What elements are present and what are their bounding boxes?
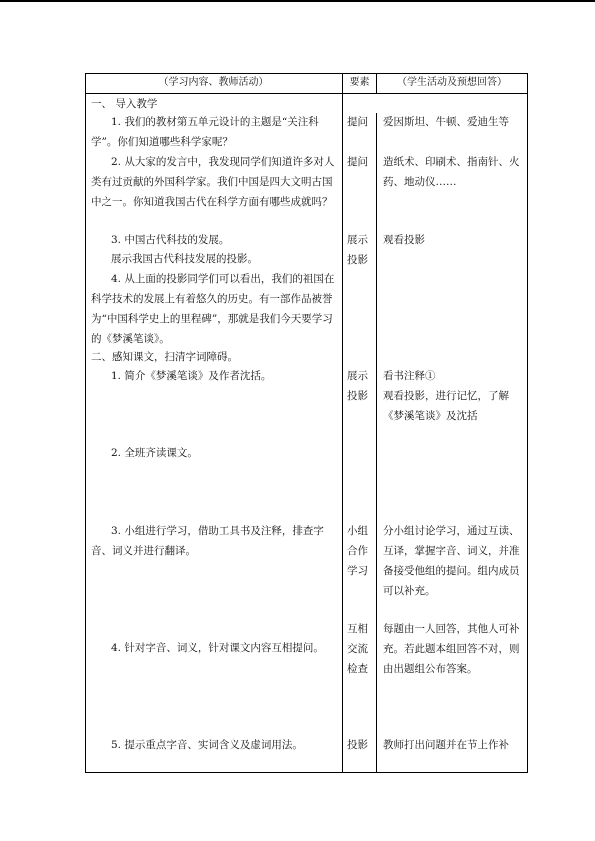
row-3-element: 展示投影 [347, 234, 368, 266]
column-divider-1 [342, 73, 343, 773]
header-col-element: 要素 [349, 77, 370, 88]
row-3-text-a: 3. 中国古代科技的发展。 [111, 234, 230, 246]
lesson-plan-table [85, 73, 528, 773]
row-5-student-a: 看书注释① [383, 370, 436, 382]
row-2-element: 提问 [347, 156, 368, 168]
row-9-student: 教师打出问题并在节上作补 [383, 739, 509, 751]
row-5-element: 展示投影 [347, 370, 368, 402]
row-7-text: 3. 小组进行学习，借助工具书及注释，排查字音、词义并进行翻译。 [91, 525, 324, 557]
row-1-text: 1. 我们的教材第五单元设计的主题是“关注科学”。你们知道哪些科学家呢？ [91, 116, 319, 148]
row-2-student: 造纸术、印刷术、指南针、火药、地动仪…… [383, 156, 520, 188]
column-divider-2 [376, 113, 377, 773]
left-border [85, 73, 86, 773]
header-col-student: （学生活动及预想回答） [397, 77, 507, 88]
row-1-element: 提问 [347, 116, 368, 128]
row-3-student: 观看投影 [383, 234, 425, 246]
row-1-student: 爱因斯坦、牛顿、爱迪生等 [383, 116, 509, 128]
section-1-heading: 一、 导入教学 [91, 98, 158, 110]
right-border [527, 73, 528, 773]
row-7-element: 小组合作学习 [347, 525, 368, 577]
section-2-heading: 二、感知课文，扫清字词障碍。 [91, 351, 238, 363]
row-2-text: 2. 从大家的发言中，我发现同学们知道许多对人类有过贡献的外国科学家。我们中国是四大文明古国中之一。你知道我国古代在科学方面有哪些成就吗？ [91, 156, 335, 208]
row-6-text: 2. 全班齐读课文。 [111, 447, 198, 459]
table-top-border [85, 73, 528, 74]
row-9-text: 5. 提示重点字音、实词含义及虚词用法。 [111, 739, 303, 751]
page-top-rule [0, 0, 595, 2]
row-7-student: 分小组讨论学习，通过互读、互译，掌握字音、词义，并准备接受他组的提问。组内成员可以补充。 [383, 525, 520, 597]
row-8-student: 每题由一人回答，其他人可补充。若此题本组回答不对，则由出题组公布答案。 [383, 623, 520, 675]
row-9-element: 投影 [347, 739, 368, 751]
table-bottom-border [85, 772, 528, 773]
row-3-text-b: 展示我国古代科技发展的投影。 [111, 253, 258, 265]
row-5-text: 1. 简介《梦溪笔谈》及作者沈括。 [111, 370, 272, 382]
row-4-text: 4. 从上面的投影同学们可以看出，我们的祖国在科学技术的发展上有着悠久的历史。有一部作品被誉为“中国科学史上的里程碑”，那就是我们今天要学习的《梦溪笔谈》。 [91, 273, 335, 345]
row-8-text: 4. 针对字音、词义，针对课文内容互相提问。 [111, 642, 324, 654]
row-5-student-b: 观看投影，进行记忆，了解《梦溪笔谈》及沈括 [383, 390, 509, 422]
header-col-content: （学习内容、教师活动） [158, 77, 269, 88]
row-8-element: 互相交流检查 [347, 623, 368, 675]
